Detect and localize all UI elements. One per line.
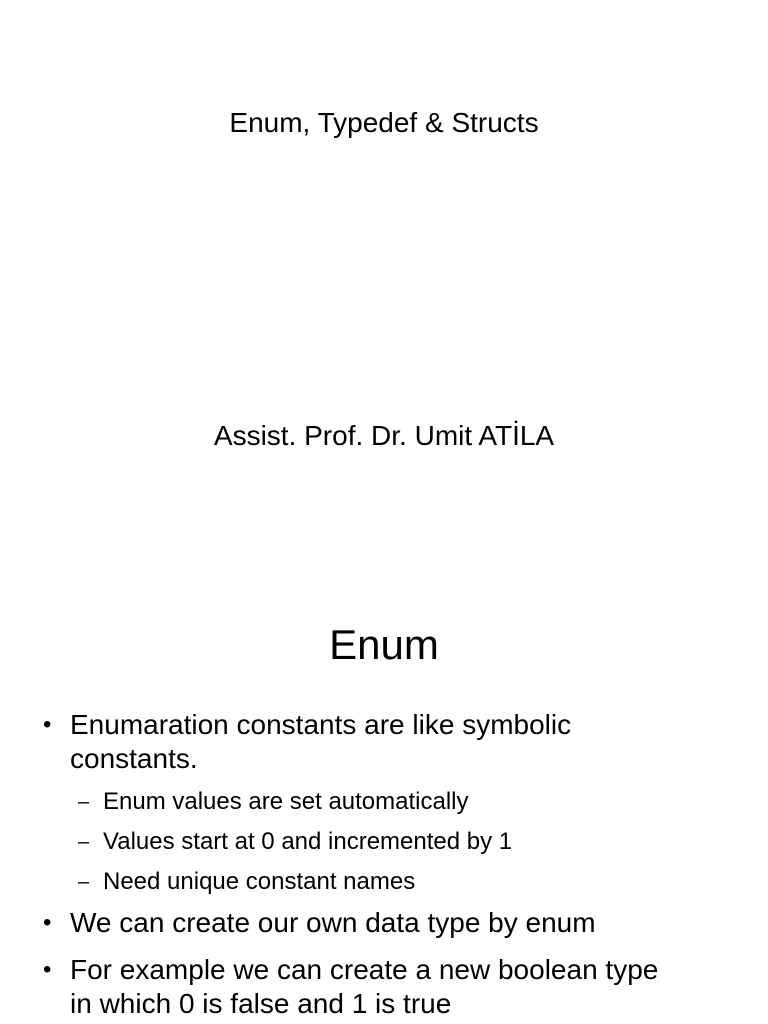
sub-bullet-text: Enum values are set automatically xyxy=(103,788,469,815)
sub-bullet-marker: – xyxy=(78,871,90,893)
slide-title: Enum, Typedef & Structs xyxy=(229,107,539,138)
sub-bullet-item xyxy=(0,862,728,902)
author-name: Assist. Prof. Dr. Umit ATİLA xyxy=(213,420,555,451)
bullet-item xyxy=(0,906,768,940)
sub-bullet-marker: – xyxy=(78,831,90,853)
sub-bullet-text: Need unique constant names xyxy=(103,868,416,895)
sub-bullet-marker: – xyxy=(78,791,90,813)
bullet-text-line: For example we can create a new boolean type xyxy=(70,954,659,985)
bullet-marker: • xyxy=(43,956,52,983)
section-heading-enum: Enum xyxy=(329,621,439,668)
bullet-text-line: constants. xyxy=(70,743,198,774)
bullet-text-line: Enumaration constants are like symbolic xyxy=(70,709,572,740)
bullet-item xyxy=(0,953,768,1021)
bullet-marker: • xyxy=(43,711,52,738)
sub-bullet-list xyxy=(0,782,728,902)
bullet-text-line: We can create our own data type by enum xyxy=(70,907,596,938)
sub-bullet-text: Values start at 0 and incremented by 1 xyxy=(103,828,513,855)
sub-bullet-item xyxy=(0,782,728,822)
bullet-text-line: in which 0 is false and 1 is true xyxy=(70,988,452,1019)
bullet-list xyxy=(0,708,768,1021)
bullet-marker: • xyxy=(43,909,52,936)
bullet-item xyxy=(0,708,768,902)
sub-bullet-item xyxy=(0,822,728,862)
